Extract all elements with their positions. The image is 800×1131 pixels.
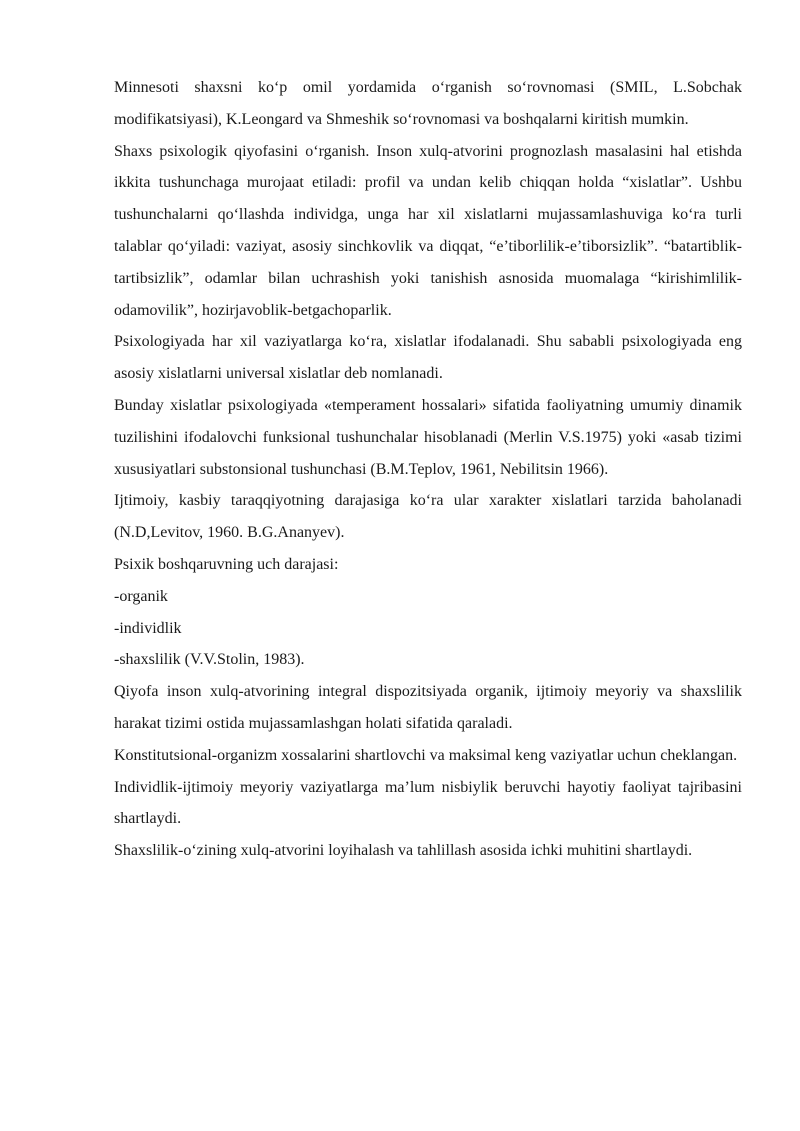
paragraph-constitutional: Konstitutsional-organizm xossalarini shartlovchi va maksimal keng vaziyatlar uchun cheklangan.	[114, 746, 738, 764]
paragraph-image-definition: Qiyofa inson xulq-atvorining integral dispozitsiyada organik, ijtimoiy meyoriy va shaxslilik harakat tizimi ostida mujassamlashgan holati sifatida qaraladi.	[114, 683, 742, 732]
document-page	[114, 72, 742, 867]
list-item-personal: -shaxslilik (V.V.Stolin, 1983).	[114, 651, 305, 669]
paragraph-individuality: Individlik-ijtimoiy meyoriy vaziyatlarga ma’lum nisbiylik beruvchi hayotiy faoliyat tajribasini shartlaydi.	[114, 778, 742, 828]
paragraph-psychological-profile: Shaxs psixologik qiyofasini o‘rganish. Inson xulq-atvorini prognozlash masalasini hal etishda ikkita tushunchaga murojaat etiladi: profil va undan kelib chiqqan holda “xislatlar”. Ushbu tushunchalarni qo‘llashda individga, unga har xil xislatlarni mujassamlashuviga ko‘ra turli talablar qo‘yiladi: vaziyat, asosiy sinchkovlik va diqqat, “e’tiborlilik-e’tiborsizlik”. “batartiblik-tartibsizlik”, odamlar bilan uchrashish yoki tanishish asnosida muomalaga “kirishimlilik-odamovilik”, hozirjavoblik-betgachoparlik.	[114, 142, 742, 319]
list-item-organic: -organik	[114, 587, 168, 605]
paragraph-universal-traits: Psixologiyada har xil vaziyatlarga ko‘ra, xislatlar ifodalanadi. Shu sababli psixologiyada eng asosiy xislatlarni universal xislatlar deb nomlanadi.	[114, 333, 742, 383]
paragraph-smil-questionnaires: Minnesoti shaxsni ko‘p omil yordamida o‘rganish so‘rovnomasi (SMIL, L.Sobchak modifikatsiyasi), K.Leongard va Shmeshik so‘rovnomasi va boshqalarni kiritish mumkin.	[114, 79, 742, 128]
paragraph-social-development: Ijtimoiy, kasbiy taraqqiyotning darajasiga ko‘ra ular xarakter xislatlari tarzida baholanadi (N.D,Levitov, 1960. B.G.Ananyev).	[114, 492, 742, 542]
list-item-individual: -individlik	[114, 619, 182, 637]
paragraph-temperament: Bunday xislatlar psixologiyada «temperament hossalari» sifatida faoliyatning umumiy dinamik tuzilishini ifodalovchi funksional tushunchalar hisoblanadi (Merlin V.S.1975) yoki «asab tizimi xususiyatlari substonsional tushunchasi (B.M.Teplov, 1961, Nebilitsin 1966).	[114, 396, 742, 478]
paragraph-three-levels-heading: Psixik boshqaruvning uch darajasi:	[114, 555, 339, 573]
paragraph-personality: Shaxslilik-o‘zining xulq-atvorini loyihalash va tahlillash asosida ichki muhitini shartlaydi.	[114, 842, 693, 860]
